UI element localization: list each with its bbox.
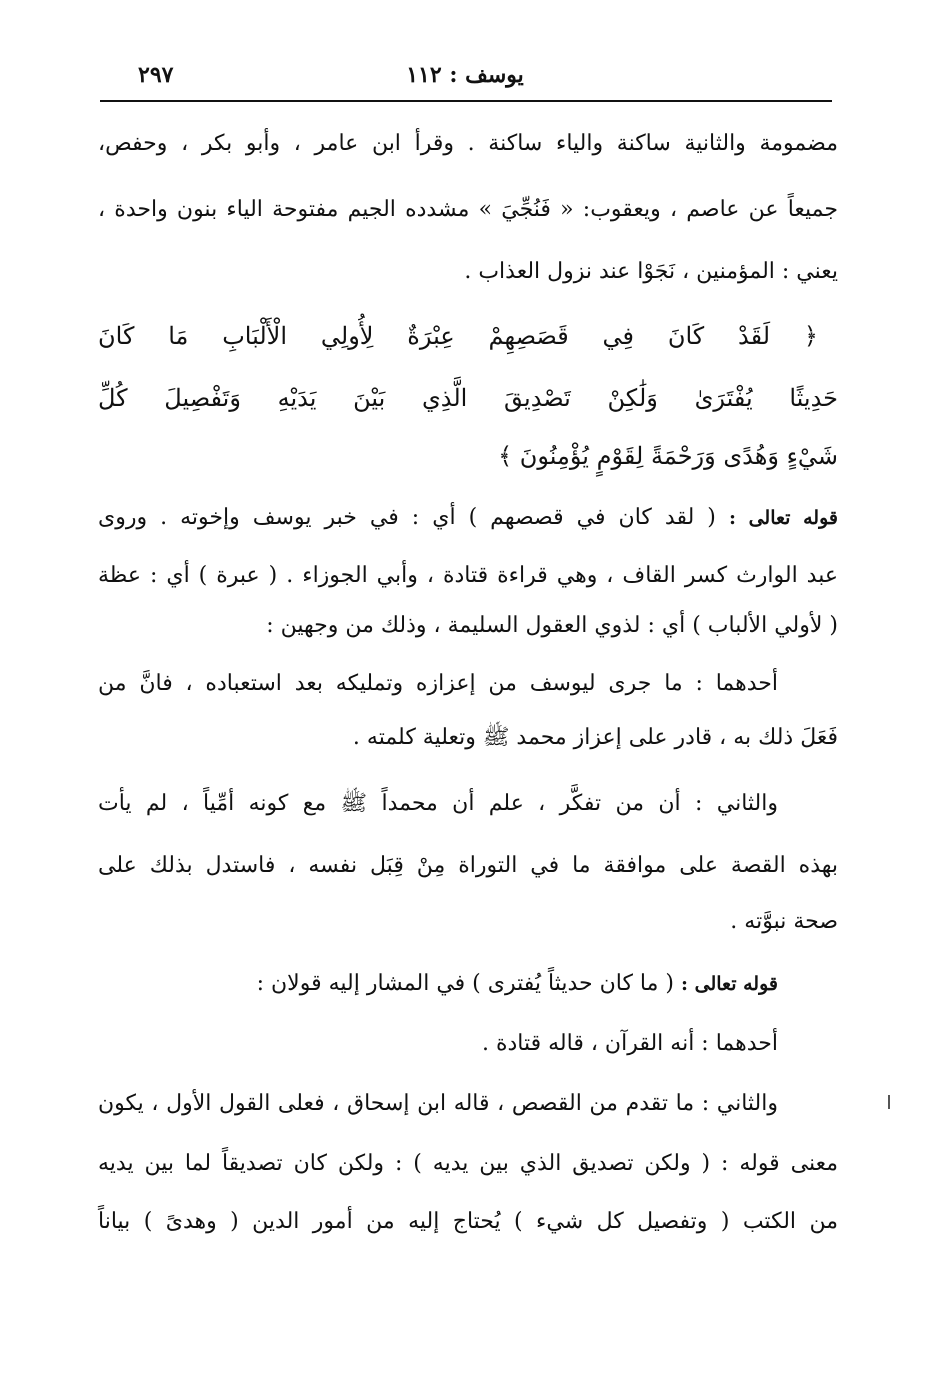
commentary-line-7: بهذه القصة على موافقة ما في التوراة مِنْ قِبَل نفسه ، فاستدل بذلك على: [98, 853, 838, 878]
commentary-line-3: ( لأولي الألباب ) أي : لذوي العقول السليمة ، وذلك من وجهين :: [266, 613, 838, 638]
commentary-line-10: أحدهما : أنه القرآن ، قاله قتادة .: [481, 1031, 778, 1056]
quran-verse-line-1: ﴿ لَقَدْ كَانَ فِي قَصَصِهِمْ عِبْرَةٌ لِأُولِي الْأَلْبَابِ مَا كَانَ: [98, 322, 818, 350]
quran-verse-line-2: حَدِيثًا يُفْتَرَىٰ وَلَٰكِنْ تَصْدِيقَ الَّذِي بَيْنَ يَدَيْهِ وَتَفْصِيلَ كُلِّ: [98, 384, 838, 412]
commentary-text: ( لقد كان في قصصهم ) أي : في خبر يوسف وإخوته . وروى: [98, 505, 716, 530]
text-line-2: جميعاً عن عاصم ، ويعقوب: « فَنُجِّيَ » مشدده الجيم مفتوحة الياء بنون واحدة ،: [98, 197, 838, 222]
lead-phrase: قوله تعالى :: [728, 507, 838, 529]
commentary-line-2: عبد الوارث كسر القاف ، وهي قراءة قتادة ، وأبي الجوزاء . ( عبرة ) أي : عظة: [98, 563, 839, 588]
commentary-line-1: [98, 494, 838, 542]
surah-verse-title: يوسف : ١١٢: [406, 62, 524, 88]
margin-mark: [888, 1095, 890, 1109]
header-rule: [100, 100, 832, 102]
commentary-line-6: والثاني : أن من تفكَّر ، علم أن محمداً ﷺ مع كونه أمِّياً ، لم يأت: [98, 791, 778, 816]
text-line-1: مضمومة والثانية ساكنة والياء ساكنة . وقرأ ابن عامر ، وأبو بكر ، وحفص،: [98, 131, 838, 156]
commentary-line-11: والثاني : ما تقدم من القصص ، قاله ابن إسحاق ، فعلى القول الأول ، يكون: [98, 1091, 778, 1116]
commentary-line-9: [98, 960, 838, 1008]
commentary-text: ( ما كان حديثاً يُفترى ) في المشار إليه قولان :: [256, 971, 674, 996]
commentary-line-5: فَعَلَ ذلك به ، قادر على إعزاز محمد ﷺ وتعلية كلمته .: [352, 725, 838, 750]
running-header: [100, 58, 830, 98]
text-line-3: يعني : المؤمنين ، نَجَوْا عند نزول العذاب .: [464, 259, 838, 284]
commentary-line-4: أحدهما : ما جرى ليوسف من إعزازه وتمليكه بعد استعباده ، فانَّ من: [98, 671, 778, 696]
lead-phrase: قوله تعالى :: [681, 973, 778, 995]
commentary-line-8: صحة نبوَّته .: [730, 909, 838, 934]
quran-verse-line-3: شَيْءٍ وَهُدًى وَرَحْمَةً لِقَوْمٍ يُؤْمِنُونَ ﴾: [498, 442, 838, 470]
commentary-line-12: معنى قوله : ( ولكن تصديق الذي بين يديه ) : ولكن كان تصديقاً لما بين يديه: [98, 1151, 838, 1176]
page-number: ٢٩٧: [138, 62, 174, 88]
commentary-line-13: من الكتب ( وتفصيل كل شيء ) يُحتاج إليه من أمور الدين ( وهدىً ) بياناً: [98, 1209, 838, 1234]
